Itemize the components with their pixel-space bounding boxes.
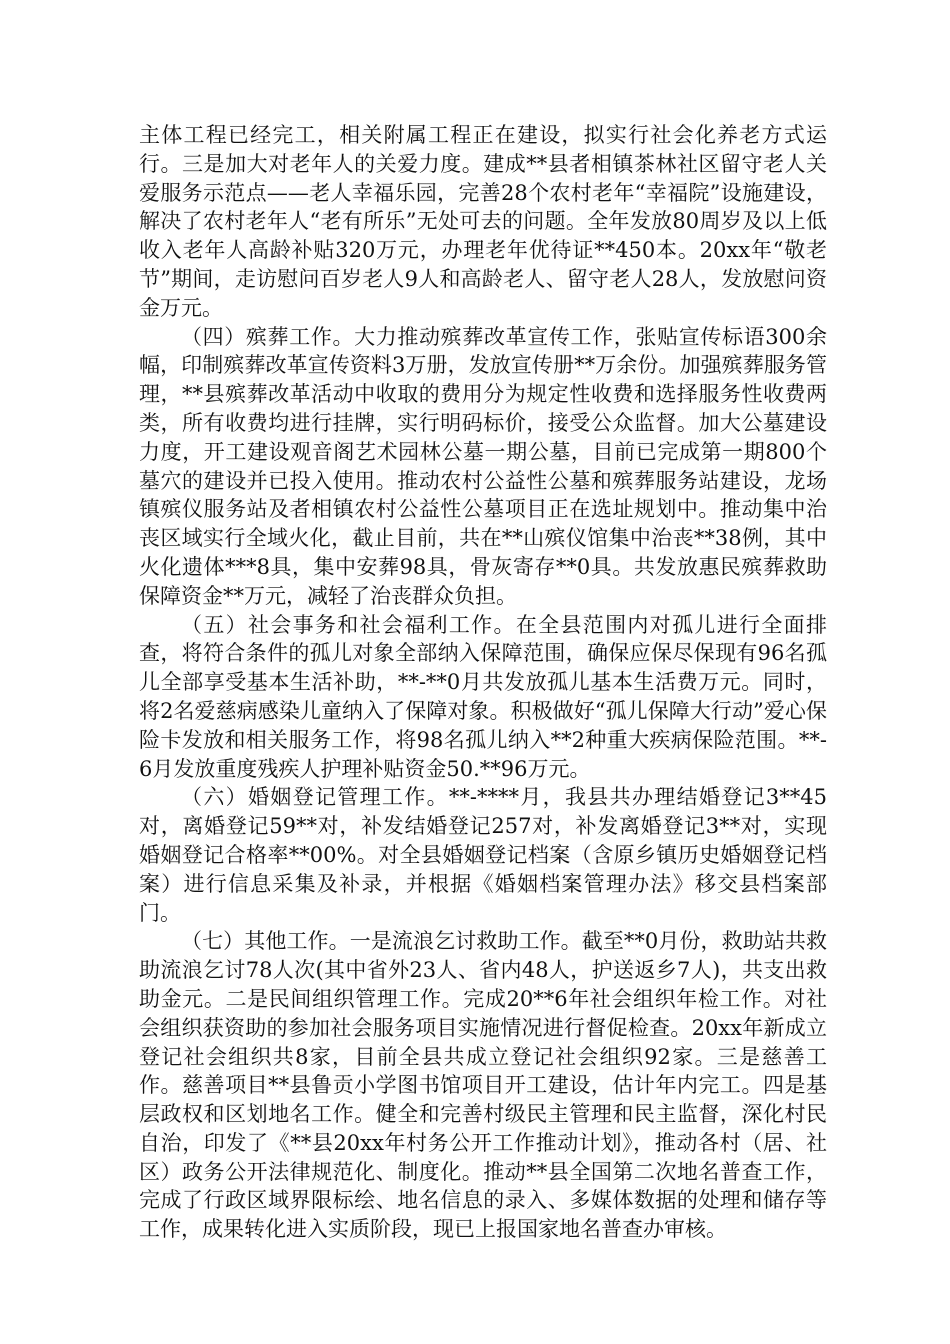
- document-body: [139, 121, 827, 1244]
- paragraph-marriage-registration: （六）婚姻登记管理工作。**-****月，我县共办理结婚登记3**45对，离婚登记59**对，补发结婚登记257对，补发离婚登记3**对，实现婚姻登记合格率**00%。对全县婚姻登记档案（含原乡镇历史婚姻登记档案）进行信息采集及补录，并根据《婚姻档案管理办法》移交县档案部门。: [139, 785, 827, 925]
- paragraph-funeral-work: （四）殡葬工作。大力推动殡葬改革宣传工作，张贴宣传标语300余幅，印制殡葬改革宣传资料3万册，发放宣传册**万余份。加强殡葬服务管理，**县殡葬改革活动中收取的费用分为规定性收费和选择服务性收费两类，所有收费均进行挂牌，实行明码标价，接受公众监督。加大公墓建设力度，开工建设观音阁艺术园林公墓一期公墓，目前已完成第一期800个墓穴的建设并已投入使用。推动农村公益性公墓和殡葬服务站建设，龙场镇殡仪服务站及者相镇农村公益性公墓项目正在选址规划中。推动集中治丧区域实行全域火化，截止目前，共在**山殡仪馆集中治丧**38例，其中火化遗体***8具，集中安葬98具，骨灰寄存**0具。共发放惠民殡葬救助保障资金**万元，减轻了治丧群众负担。: [139, 324, 827, 608]
- paragraph-elderly-care-continued: 主体工程已经完工，相关附属工程正在建设，拟实行社会化养老方式运行。三是加大对老年人的关爱力度。建成**县者相镇茶林社区留守老人关爱服务示范点——老人幸福乐园，完善28个农村老年“幸福院”设施建设，解决了农村老年人“老有所乐”无处可去的问题。全年发放80周岁及以上低收入老年人高龄补贴320万元，办理老年优待证**450本。20xx年“敬老节”期间，走访慰问百岁老人9人和高龄老人、留守老人28人，发放慰问资金万元。: [139, 123, 827, 320]
- paragraph-other-work: （七）其他工作。一是流浪乞讨救助工作。截至**0月份，救助站共救助流浪乞讨78人次(其中省外23人、省内48人，护送返乡7人)，共支出救助金元。二是民间组织管理工作。完成20**6年社会组织年检工作。对社会组织获资助的参加社会服务项目实施情况进行督促检查。20xx年新成立登记社会组织共8家，目前全县共成立登记社会组织92家。三是慈善工作。慈善项目**县鲁贡小学图书馆项目开工建设，估计年内完工。四是基层政权和区划地名工作。健全和完善村级民主管理和民主监督，深化村民自治，印发了《**县20xx年村务公开工作推动计划》，推动各村（居、社区）政务公开法律规范化、制度化。推动**县全国第二次地名普查工作，完成了行政区域界限标绘、地名信息的录入、多媒体数据的处理和储存等工作，成果转化进入实质阶段，现已上报国家地名普查办审核。: [139, 929, 827, 1242]
- paragraph-social-welfare: （五）社会事务和社会福利工作。在全县范围内对孤儿进行全面排查，将符合条件的孤儿对象全部纳入保障范围，确保应保尽保现有96名孤儿全部享受基本生活补助，**-**0月共发放孤儿基本生活费万元。同时，将2名爱慈病感染儿童纳入了保障对象。积极做好“孤儿保障大行动”爱心保险卡发放和相关服务工作，将98名孤儿纳入**2种重大疾病保险范围。**-6月发放重度残疾人护理补贴资金50.**96万元。: [139, 612, 827, 781]
